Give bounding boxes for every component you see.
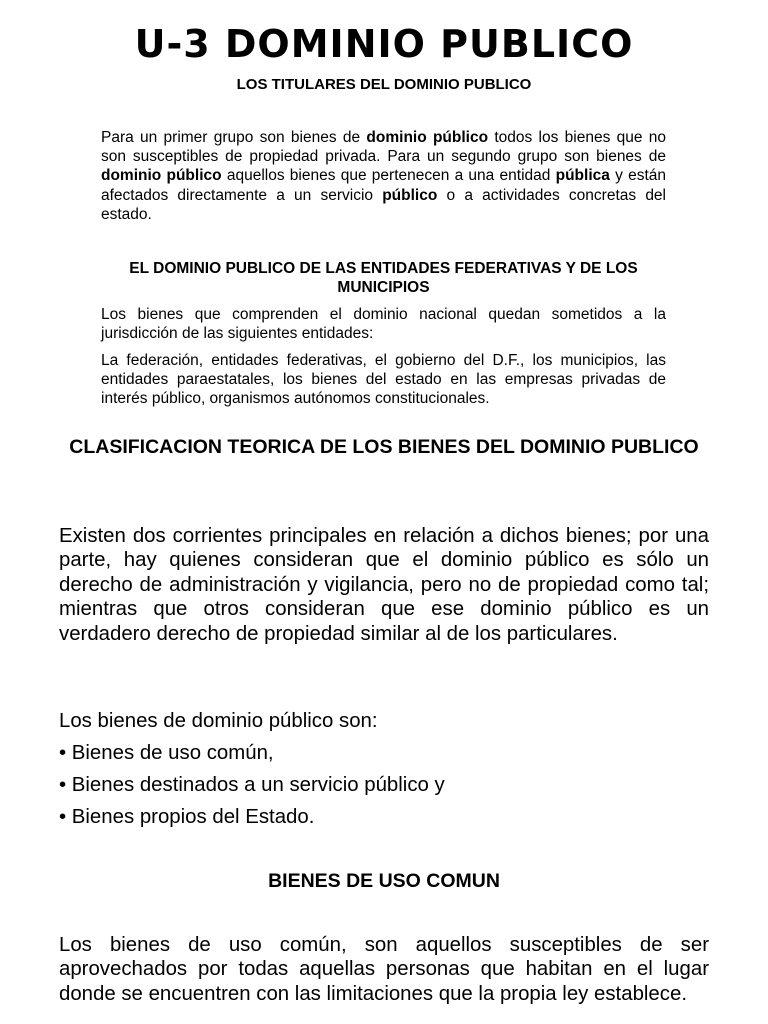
text-run: Para un primer grupo son bienes de	[101, 129, 367, 146]
list-intro: Los bienes de dominio público son:	[59, 710, 378, 732]
subtitle: LOS TITULARES DEL DOMINIO PUBLICO	[236, 76, 532, 93]
section-heading-uso-comun: BIENES DE USO COMUN	[268, 870, 500, 892]
paragraph-entidades-list: La federación, entidades federativas, el gobierno del D.F., los municipios, las entidades paraestatales, los bienes del estado en las empresas privadas de interés público, organismos autónomos constitucionales.	[101, 352, 666, 408]
bold-term: público	[382, 186, 438, 204]
paragraph-uso-comun: Los bienes de uso común, son aquellos susceptibles de ser aprovechados por todas aquellas personas que habitan en el lugar donde se encuentren con las limitaciones que la propia ley establece.	[59, 934, 709, 1005]
text-run: todos los bienes que no son susceptibles de propiedad privada. Para un segundo grupo son bienes de	[101, 129, 666, 166]
bold-term: dominio público	[366, 129, 489, 146]
list-item: • Bienes destinados a un servicio público y	[59, 774, 445, 796]
paragraph-jurisdiccion: Los bienes que comprenden el dominio nacional quedan sometidos a la jurisdicción de las siguientes entidades:	[101, 306, 666, 343]
section-heading-entidades: EL DOMINIO PUBLICO DE LAS ENTIDADES FEDERATIVAS Y DE LOS MUNICIPIOS	[129, 260, 638, 296]
text-run: y están afectados directamente a un servicio	[101, 167, 666, 204]
section-heading-clasificacion: CLASIFICACION TEORICA DE LOS BIENES DEL DOMINIO PUBLICO	[69, 436, 699, 458]
bold-term: pública	[555, 167, 610, 185]
paragraph-titulares	[101, 128, 666, 224]
bold-term: dominio público	[101, 167, 222, 185]
list-item: • Bienes propios del Estado.	[59, 806, 315, 828]
text-run: o a actividades concretas del estado.	[101, 186, 666, 223]
text-run: aquellos bienes que pertenecen a una entidad	[221, 167, 556, 185]
paragraph-corrientes: Existen dos corrientes principales en relación a dichos bienes; por una parte, hay quienes consideran que el dominio público es sólo un derecho de administración y vigilancia, pero no de propiedad como tal; mientras que otros consideran que ese dominio público es un verdadero derecho de propiedad similar al de los particulares.	[59, 525, 709, 645]
page-title: U-3 DOMINIO PUBLICO	[134, 22, 634, 66]
list-item: • Bienes de uso común,	[59, 742, 274, 764]
